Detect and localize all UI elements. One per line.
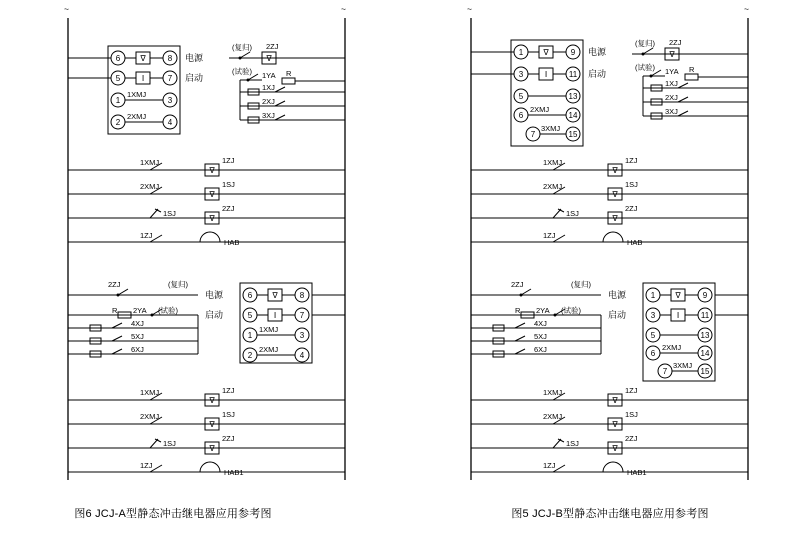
label-3xj: 3XJ — [262, 111, 275, 120]
terminal-label-5: 5 — [115, 74, 121, 83]
label-6xj: 6XJ — [131, 345, 144, 354]
test-pivot-bottom — [151, 314, 154, 317]
r-terminal-label-b13: 13 — [700, 331, 710, 340]
r-terminal-label-b11: 11 — [700, 311, 710, 320]
start-label-bottom: 启动 — [205, 310, 224, 320]
r-row1-coil-glyph: ∇ — [612, 166, 618, 175]
panel-jcj-a — [0, 0, 402, 539]
r-row3-coil-glyph: ∇ — [612, 214, 618, 223]
terminal-label-7: 7 — [167, 74, 173, 83]
r-coil-glyph-b1: ∇ — [675, 291, 681, 300]
r-inner-label-2xmj: 2XMJ — [530, 105, 550, 114]
r-terminal-label-b6: 6 — [650, 349, 656, 358]
r-terminal-label-9: 9 — [570, 48, 576, 57]
r-brow1-coil-label: 1ZJ — [625, 386, 638, 395]
r-terminal-label-14: 14 — [568, 111, 578, 120]
r-terminal-label-b9: 9 — [702, 291, 708, 300]
start-label-top: 启动 — [185, 73, 204, 83]
r-brow3-coil-glyph: ∇ — [612, 444, 618, 453]
test-label-bottom: (试验) — [158, 306, 178, 315]
r-terminal-label-b15: 15 — [700, 367, 710, 376]
r-inner-label-b3xmj: 3XMJ — [673, 361, 693, 370]
brow3-coil-glyph: ∇ — [209, 444, 215, 453]
contact-1xj[interactable] — [275, 87, 285, 92]
brow1-coil-glyph: ∇ — [209, 396, 215, 405]
r-terminal-label-b7: 7 — [662, 367, 668, 376]
test-label-top: (试验) — [232, 67, 252, 76]
r-row4-bell-label: HAB — [627, 238, 643, 247]
r-label-5xj: 5XJ — [534, 332, 547, 341]
r-brow4-bell-label: HAB1 — [627, 468, 647, 477]
r-brow1-coil-glyph: ∇ — [612, 396, 618, 405]
label-r-top: R — [286, 69, 292, 78]
r-terminal-label-15: 15 — [568, 130, 578, 139]
r-bell-symbol-hab1 — [603, 462, 623, 472]
r-contact-1xj[interactable] — [678, 83, 688, 88]
r-label-2zj-bottom: 2ZJ — [511, 280, 524, 289]
contact-4xj[interactable] — [112, 323, 122, 328]
r-test-pivot-bottom — [554, 314, 557, 317]
bell-symbol-hab1 — [200, 462, 220, 472]
row2-coil-label: 1SJ — [222, 180, 235, 189]
r-row3-coil-label: 2ZJ — [625, 204, 638, 213]
brow3-coil-label: 2ZJ — [222, 434, 235, 443]
brow3-contact-label: 1SJ — [163, 439, 176, 448]
r-coil-glyph-b2: Ⅰ — [676, 311, 680, 320]
brow2-coil-label: 1SJ — [222, 410, 235, 419]
label-4xj: 4XJ — [131, 319, 144, 328]
terminal-label-8: 8 — [167, 54, 173, 63]
row1-coil-label: 1ZJ — [222, 156, 235, 165]
r-terminal-label-b14: 14 — [700, 349, 710, 358]
brow1-coil-label: 1ZJ — [222, 386, 235, 395]
reset-label-bottom: (复归) — [168, 280, 188, 289]
r-contact-6xj[interactable] — [515, 349, 525, 354]
r-terminal-label-7: 7 — [530, 130, 536, 139]
terminal-label-4: 4 — [167, 118, 173, 127]
coil-glyph-2: Ⅰ — [141, 74, 145, 83]
r-coil-glyph-1: ∇ — [543, 48, 549, 57]
r-start-label-top: 启动 — [588, 69, 607, 79]
inner-label-b1xmj: 1XMJ — [259, 325, 279, 334]
r-power-label-top: 电源 — [588, 47, 607, 57]
r-brow2-coil-glyph: ∇ — [612, 420, 618, 429]
row3-coil-label: 2ZJ — [222, 204, 235, 213]
power-label-bottom: 电源 — [205, 290, 224, 300]
terminal-label-b8: 8 — [299, 291, 305, 300]
brow2-coil-glyph: ∇ — [209, 420, 215, 429]
r-reset-label-top: (复归) — [635, 39, 655, 48]
row2-coil-glyph: ∇ — [209, 190, 215, 199]
r-terminal-label-b1: 1 — [650, 291, 656, 300]
test-pivot — [247, 79, 250, 82]
brow2-contact-label: 2XMJ — [140, 412, 160, 421]
terminal-label-2: 2 — [115, 118, 121, 127]
r-start-label-bottom: 启动 — [608, 310, 627, 320]
r-brow4-contact-label: 1ZJ — [543, 461, 556, 470]
terminal-label-b2: 2 — [247, 351, 253, 360]
terminal-label-b5: 5 — [247, 311, 253, 320]
contact-6xj[interactable] — [112, 349, 122, 354]
reset-sw — [240, 52, 250, 58]
r-row2-contact-label: 2XMJ — [543, 182, 563, 191]
terminal-label-b6: 6 — [247, 291, 253, 300]
r-terminal-label-5: 5 — [518, 92, 524, 101]
reset-pivot — [239, 57, 242, 60]
row2-contact-label: 2XMJ — [140, 182, 160, 191]
row4-bell-label: HAB — [224, 238, 240, 247]
r-label-4xj: 4XJ — [534, 319, 547, 328]
r-contact-4xj[interactable] — [515, 323, 525, 328]
reset-pivot-bottom — [117, 294, 120, 297]
terminal-label-b1: 1 — [247, 331, 253, 340]
caption-left: 图6 JCJ-A型静态冲击继电器应用参考图 — [74, 508, 272, 520]
resistor-top — [282, 78, 295, 84]
r-inner-label-b2xmj: 2XMJ — [662, 343, 682, 352]
r-label-1ya-top: 1YA — [665, 67, 679, 76]
label-2zj-top: 2ZJ — [266, 42, 279, 51]
terminal-label-6: 6 — [115, 54, 121, 63]
inner-label-1xmj: 1XMJ — [127, 90, 147, 99]
r-row2-coil-label: 1SJ — [625, 180, 638, 189]
r-label-3xj: 3XJ — [665, 107, 678, 116]
r-row1-coil-label: 1ZJ — [625, 156, 638, 165]
schematic-right — [403, 0, 805, 539]
r-row1-contact-label: 1XMJ — [543, 158, 563, 167]
terminal-label-b4: 4 — [299, 351, 305, 360]
contact-5xj[interactable] — [112, 336, 122, 341]
r-brow2-contact-label: 2XMJ — [543, 412, 563, 421]
schematic-left — [0, 0, 402, 539]
bell-symbol-hab — [200, 232, 220, 242]
r-brow3-coil-label: 2ZJ — [625, 434, 638, 443]
r-terminal-label-11: 11 — [568, 70, 578, 79]
r-label-r-bottom: R — [515, 306, 521, 315]
row4-contact-label: 1ZJ — [140, 231, 153, 240]
label-2xj: 2XJ — [262, 97, 275, 106]
r-brow2-coil-label: 1SJ — [625, 410, 638, 419]
label-r-bottom: R — [112, 306, 118, 315]
caption-right: 图5 JCJ-B型静态冲击继电器应用参考图 — [511, 508, 709, 520]
r-contact-5xj[interactable] — [515, 336, 525, 341]
r-brow1-contact-label: 1XMJ — [543, 388, 563, 397]
squiggle-top-right: ~ — [341, 4, 346, 14]
reset-label-top: (复归) — [232, 43, 252, 52]
r-terminal-label-3: 3 — [518, 70, 524, 79]
r-reset-label-bottom: (复归) — [571, 280, 591, 289]
r-coil-glyph-2: Ⅰ — [544, 70, 548, 79]
r-reset-pivot-bottom — [520, 294, 523, 297]
coil-glyph-1: ∇ — [140, 54, 146, 63]
r-label-r-top: R — [689, 65, 695, 74]
r-label-2zj-top: 2ZJ — [669, 38, 682, 47]
brow1-contact-label: 1XMJ — [140, 388, 160, 397]
label-1ya-top: 1YA — [262, 71, 276, 80]
r-label-2ya-bottom: 2YA — [536, 306, 550, 315]
terminal-label-b3: 3 — [299, 331, 305, 340]
contact-3xj[interactable] — [275, 115, 285, 120]
power-label-top: 电源 — [185, 53, 204, 63]
row3-contact-label: 1SJ — [163, 209, 176, 218]
row3-coil-glyph: ∇ — [209, 214, 215, 223]
row1-contact-label: 1XMJ — [140, 158, 160, 167]
r-reset-sw[interactable] — [643, 48, 653, 54]
coil-glyph-2zj: ∇ — [266, 54, 272, 63]
label-2ya-bottom: 2YA — [133, 306, 147, 315]
r-reset-sw-bottom[interactable] — [521, 289, 531, 295]
r-terminal-label-b5: 5 — [650, 331, 656, 340]
r-resistor-top — [685, 74, 698, 80]
r-squiggle-top-right: ~ — [744, 4, 749, 14]
r-label-2xj: 2XJ — [665, 93, 678, 102]
terminal-label-3: 3 — [167, 96, 173, 105]
contact-2xj[interactable] — [275, 101, 285, 106]
squiggle-top-left: ~ — [64, 4, 69, 14]
r-terminal-label-1: 1 — [518, 48, 524, 57]
coil-glyph-b1: ∇ — [272, 291, 278, 300]
r-reset-pivot — [642, 53, 645, 56]
r-squiggle-top-left: ~ — [467, 4, 472, 14]
terminal-label-b7: 7 — [299, 311, 305, 320]
r-row3-contact-label: 1SJ — [566, 209, 579, 218]
panel-jcj-b — [403, 0, 805, 539]
r-row2-coil-glyph: ∇ — [612, 190, 618, 199]
brow4-contact-label: 1ZJ — [140, 461, 153, 470]
r-terminal-label-6: 6 — [518, 111, 524, 120]
r-label-6xj: 6XJ — [534, 345, 547, 354]
inner-label-2xmj: 2XMJ — [127, 112, 147, 121]
r-brow3-contact-label: 1SJ — [566, 439, 579, 448]
r-contact-2xj[interactable] — [678, 97, 688, 102]
r-terminal-label-13: 13 — [568, 92, 578, 101]
reset-sw-bottom[interactable] — [118, 289, 128, 295]
r-contact-3xj[interactable] — [678, 111, 688, 116]
r-terminal-label-b3: 3 — [650, 311, 656, 320]
label-2zj-bottom: 2ZJ — [108, 280, 121, 289]
r-test-label-top: (试验) — [635, 63, 655, 72]
terminal-label-1: 1 — [115, 96, 121, 105]
r-test-label-bottom: (试验) — [561, 306, 581, 315]
r-test-pivot — [650, 75, 653, 78]
label-5xj: 5XJ — [131, 332, 144, 341]
r-bell-symbol-hab — [603, 232, 623, 242]
r-power-label-bottom: 电源 — [608, 290, 627, 300]
r-inner-label-3xmj: 3XMJ — [541, 124, 561, 133]
r-row4-contact-label: 1ZJ — [543, 231, 556, 240]
row1-coil-glyph: ∇ — [209, 166, 215, 175]
label-1xj: 1XJ — [262, 83, 275, 92]
coil-glyph-b2: Ⅰ — [273, 311, 277, 320]
r-label-1xj: 1XJ — [665, 79, 678, 88]
inner-label-b2xmj: 2XMJ — [259, 345, 279, 354]
brow4-bell-label: HAB1 — [224, 468, 244, 477]
r-coil-glyph-2zj: ∇ — [669, 50, 675, 59]
